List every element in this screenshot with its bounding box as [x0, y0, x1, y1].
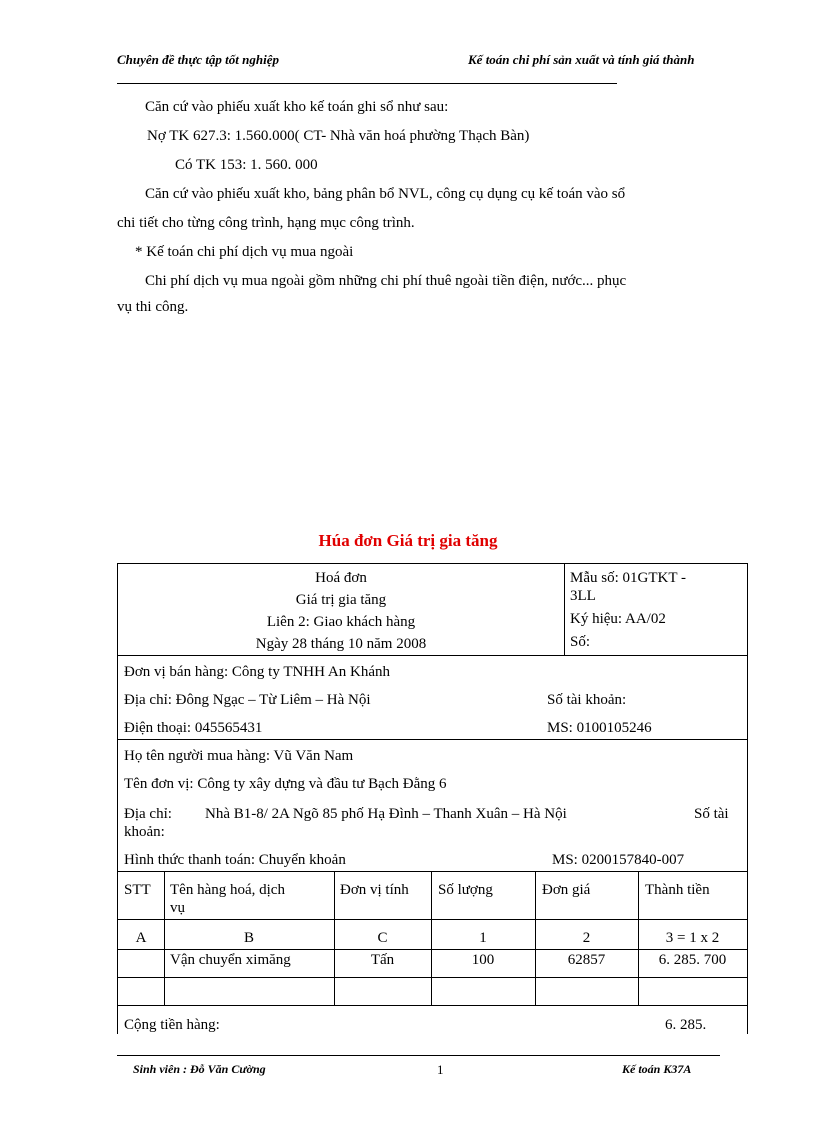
- paragraph-6b: vụ thi công.: [117, 299, 189, 315]
- subtotal-label: Cộng tiền hàng:: [124, 1017, 220, 1033]
- code-unit: C: [377, 930, 388, 946]
- invoice-number: Số:: [570, 634, 591, 650]
- buyer-account: Số tài: [694, 806, 729, 822]
- divider-row2: [118, 1005, 747, 1006]
- seller-name: Đơn vị bán hàng: Công ty TNHH An Khánh: [124, 664, 390, 680]
- seller-address: Địa chỉ: Đông Ngạc – Từ Liêm – Hà Nội: [124, 692, 371, 708]
- divider-head: [118, 655, 747, 656]
- invoice-copy: Liên 2: Giao khách hàng: [266, 614, 416, 630]
- buyer-address: Nhà B1-8/ 2A Ngõ 85 phố Hạ Đình – Thanh Xuân – Hà Nội: [205, 806, 567, 822]
- row-total: 6. 285. 700: [658, 952, 727, 968]
- invoice-label: Hoá đơn: [315, 570, 367, 586]
- paragraph-4b: chi tiết cho từng công trình, hạng mục công trình.: [117, 215, 415, 231]
- header-divider: [117, 83, 617, 84]
- col-header-name-cont: vụ: [170, 900, 185, 916]
- invoice-symbol: Ký hiệu: AA/02: [570, 611, 666, 627]
- code-price: 2: [582, 930, 591, 946]
- buyer-tax-code: MS: 0200157840-007: [552, 852, 685, 868]
- form-number-cont: 3LL: [570, 588, 596, 604]
- divider-head-vertical: [564, 564, 565, 655]
- seller-tax-code: MS: 0100105246: [547, 720, 652, 736]
- buyer-account-cont: khoản:: [124, 824, 165, 840]
- row-qty: 100: [471, 952, 495, 968]
- invoice-subtitle: Giá trị gia tăng: [295, 592, 387, 608]
- seller-account: Số tài khoản:: [547, 692, 627, 708]
- col-header-price: Đơn giá: [542, 882, 591, 898]
- payment-method: Hình thức thanh toán: Chuyển khoản: [124, 852, 346, 868]
- divider-seller: [118, 739, 747, 740]
- section-heading: * Kế toán chi phí dịch vụ mua ngoài: [135, 244, 354, 260]
- header-right: Kế toán chi phí sản xuất và tính giá thành: [468, 52, 695, 67]
- subtotal-value: 6. 285.: [665, 1017, 707, 1033]
- row-price: 62857: [567, 952, 606, 968]
- footer-divider: [117, 1055, 720, 1056]
- paragraph-6a: Chi phí dịch vụ mua ngoài gồm những chi phí thuê ngoài tiền điện, nước... phục: [145, 273, 627, 289]
- divider-colhead: [118, 919, 747, 920]
- entry-credit: Có TK 153: 1. 560. 000: [175, 157, 318, 173]
- code-stt: A: [135, 930, 147, 946]
- invoice-date: Ngày 28 tháng 10 năm 2008: [255, 636, 427, 652]
- divider-row1: [118, 977, 747, 978]
- row-unit: Tấn: [370, 952, 395, 968]
- seller-phone: Điện thoại: 045565431: [124, 720, 263, 736]
- divider-buyer: [118, 871, 747, 872]
- col-header-qty: Số lượng: [438, 882, 493, 898]
- col-header-total: Thành tiền: [645, 882, 710, 898]
- buyer-unit: Tên đơn vị: Công ty xây dựng và đầu tư Bạch Đằng 6: [124, 776, 447, 792]
- col-header-unit: Đơn vị tính: [340, 882, 409, 898]
- col-header-stt: STT: [124, 882, 151, 898]
- buyer-name: Họ tên người mua hàng: Vũ Văn Nam: [124, 748, 354, 764]
- col-header-name: Tên hàng hoá, dịch: [170, 882, 285, 898]
- page-number: 1: [437, 1062, 444, 1077]
- footer-student: Sinh viên : Đỗ Văn Cường: [133, 1062, 266, 1076]
- entry-debit: Nợ TK 627.3: 1.560.000( CT- Nhà văn hoá phường Thạch Bàn): [147, 128, 530, 144]
- code-name: B: [243, 930, 254, 946]
- paragraph-1: Căn cứ vào phiếu xuất kho kế toán ghi sổ như sau:: [145, 99, 449, 115]
- paragraph-4a: Căn cứ vào phiếu xuất kho, bảng phân bổ NVL, công cụ dụng cụ kế toán vào sổ: [145, 186, 626, 202]
- invoice-table: [117, 563, 748, 1034]
- header-left: Chuyên đề thực tập tốt nghiệp: [117, 52, 279, 67]
- row-item-name: Vận chuyển ximăng: [170, 952, 291, 968]
- buyer-address-label: Địa chỉ:: [124, 806, 172, 822]
- invoice-title: Húa đơn Giá trị gia tăng: [318, 531, 498, 550]
- form-number: Mẫu số: 01GTKT -: [570, 570, 686, 586]
- code-qty: 1: [479, 930, 487, 946]
- footer-class: Kế toán K37A: [622, 1062, 692, 1076]
- code-total: 3 = 1 x 2: [665, 930, 720, 946]
